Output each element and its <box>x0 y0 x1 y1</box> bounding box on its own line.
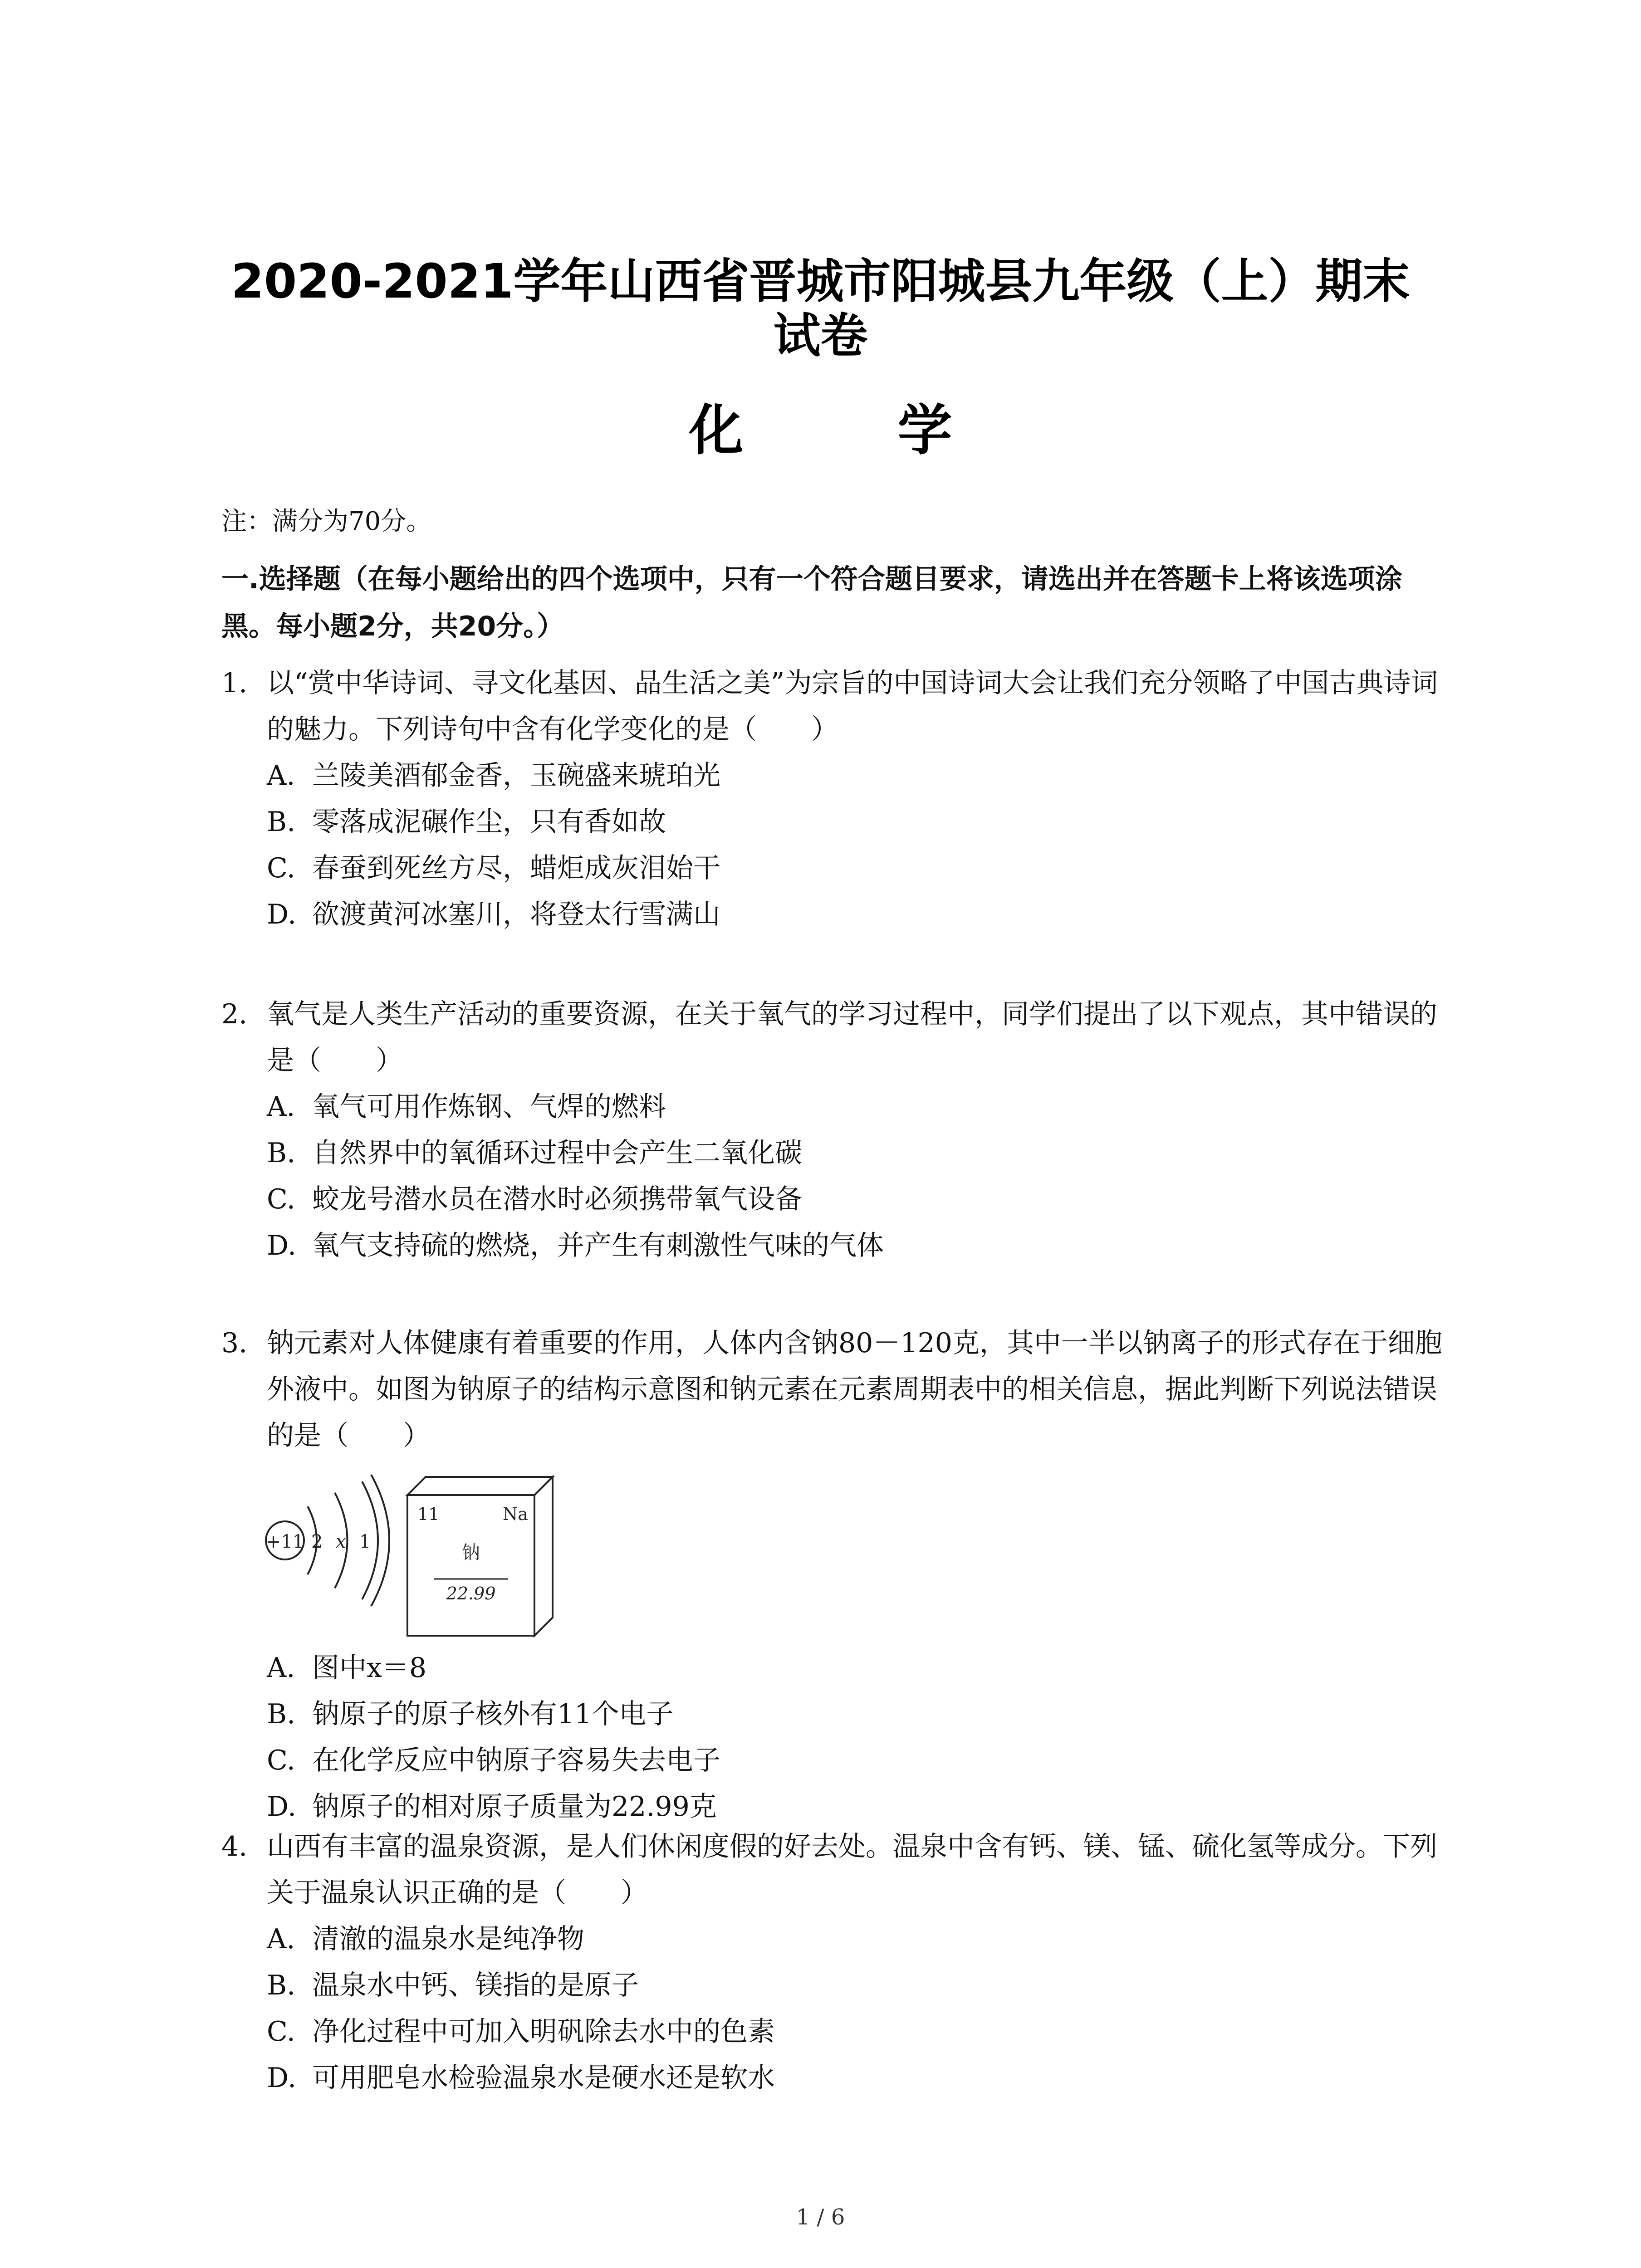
shell-2-electrons: x <box>336 1531 346 1552</box>
option-label: D. <box>267 2062 297 2094</box>
option-label: C. <box>267 1745 295 1776</box>
option-label: D. <box>267 899 297 930</box>
question-number: 2. <box>221 998 248 1030</box>
option-d[interactable] <box>221 1784 1460 1830</box>
option-text: 氧气可用作炼钢、气焊的燃料 <box>312 1091 666 1123</box>
option-label: D. <box>267 1791 297 1823</box>
element-name: 钠 <box>462 1542 480 1563</box>
shell-3-electrons: 1 <box>359 1531 371 1552</box>
option-d[interactable] <box>221 1222 1460 1269</box>
question-number: 3. <box>221 1327 248 1359</box>
option-c[interactable] <box>221 1737 1460 1784</box>
page-number: 1 / 6 <box>796 2204 845 2230</box>
option-text: 春蚕到死丝方尽，蜡炬成灰泪始干 <box>312 852 720 884</box>
atomic-mass: 22.99 <box>446 1584 496 1603</box>
option-label: A. <box>267 1923 295 1955</box>
option-label: C. <box>267 1183 295 1215</box>
option-a[interactable] <box>221 1916 1460 1962</box>
option-text: 自然界中的氧循环过程中会产生二氧化碳 <box>312 1137 802 1169</box>
option-text: 可用肥皂水检验温泉水是硬水还是软水 <box>312 2062 775 2094</box>
option-label: C. <box>267 2016 295 2048</box>
option-c[interactable] <box>221 2009 1460 2055</box>
question-stem <box>221 1823 1460 1916</box>
sodium-figure <box>258 1463 1460 1645</box>
option-text: 氧气支持硫的燃烧，并产生有刺激性气味的气体 <box>312 1230 884 1261</box>
option-c[interactable] <box>221 845 1460 891</box>
question-text: 钠元素对人体健康有着重要的作用，人体内含钠80－120克，其中一半以钠离子的形式存在于细胞外液中。如图为钠原子的结构示意图和钠元素在元素周期表中的相关信息，据此判断下列说法错误的是（ ） <box>267 1327 1442 1452</box>
periodic-table-cell <box>407 1477 553 1636</box>
option-d[interactable] <box>221 2055 1460 2101</box>
option-label: B. <box>267 806 296 838</box>
option-b[interactable] <box>221 1691 1460 1737</box>
option-text: 钠原子的相对原子质量为22.99克 <box>312 1791 717 1823</box>
option-a[interactable] <box>221 1645 1460 1691</box>
element-symbol: Na <box>503 1504 528 1524</box>
question-1 <box>221 660 1460 938</box>
option-label: A. <box>267 1652 295 1684</box>
option-text: 零落成泥碾作尘，只有香如故 <box>312 806 666 838</box>
option-label: A. <box>267 1091 295 1123</box>
section-heading: 一.选择题（在每小题给出的四个选项中，只有一个符合题目要求，请选出并在答题卡上将该选项涂黑。每小题2分，共20分。） <box>221 563 1402 642</box>
option-b[interactable] <box>221 1130 1460 1176</box>
question-stem <box>221 660 1460 753</box>
question-4 <box>221 1823 1460 2101</box>
question-number: 4. <box>221 1831 248 1862</box>
option-label: B. <box>267 1970 296 2001</box>
shell-1-electrons: 2 <box>311 1531 323 1552</box>
option-text: 兰陵美酒郁金香，玉碗盛来琥珀光 <box>312 760 720 792</box>
option-text: 图中x＝8 <box>312 1652 427 1684</box>
option-label: D. <box>267 1230 297 1261</box>
option-b[interactable] <box>221 799 1460 845</box>
nucleus-charge: +11 <box>265 1531 304 1552</box>
option-text: 钠原子的原子核外有11个电子 <box>312 1698 674 1730</box>
score-note: 注：满分为70分。 <box>221 507 432 536</box>
question-text: 山西有丰富的温泉资源，是人们休闲度假的好去处。温泉中含有钙、镁、锰、硫化氢等成分。下列关于温泉认识正确的是（ ） <box>267 1831 1437 1909</box>
exam-title-line1: 2020-2021学年山西省晋城市阳城县九年级（上）期末 <box>231 254 1410 309</box>
question-text: 以“赏中华诗词、寻文化基因、品生活之美”为宗旨的中国诗词大会让我们充分领略了中国古典诗词的魅力。下列诗句中含有化学变化的是（ ） <box>267 667 1438 745</box>
option-text: 温泉水中钙、镁指的是原子 <box>312 1970 639 2001</box>
option-label: A. <box>267 760 295 792</box>
option-text: 清澈的温泉水是纯净物 <box>312 1923 584 1955</box>
question-stem <box>221 1320 1460 1459</box>
option-label: C. <box>267 852 295 884</box>
option-label: B. <box>267 1698 296 1730</box>
question-3 <box>221 1320 1460 1830</box>
atomic-number: 11 <box>417 1504 440 1524</box>
option-b[interactable] <box>221 1962 1460 2009</box>
option-d[interactable] <box>221 891 1460 938</box>
subject-heading: 化 学 <box>689 399 1002 462</box>
question-2 <box>221 991 1460 1269</box>
option-text: 欲渡黄河冰塞川，将登太行雪满山 <box>312 899 720 930</box>
option-c[interactable] <box>221 1176 1460 1222</box>
option-text: 净化过程中可加入明矾除去水中的色素 <box>312 2016 775 2048</box>
shell-arc-4 <box>371 1475 389 1606</box>
question-text: 氧气是人类生产活动的重要资源，在关于氧气的学习过程中，同学们提出了以下观点，其中错误的是（ ） <box>267 998 1437 1076</box>
exam-title-line2: 试卷 <box>773 308 868 363</box>
option-a[interactable] <box>221 1084 1460 1130</box>
option-text: 蛟龙号潜水员在潜水时必须携带氧气设备 <box>312 1183 802 1215</box>
question-number: 1. <box>221 667 248 699</box>
option-a[interactable] <box>221 753 1460 799</box>
option-label: B. <box>267 1137 296 1169</box>
question-stem <box>221 991 1460 1084</box>
option-text: 在化学反应中钠原子容易失去电子 <box>312 1745 720 1776</box>
sodium-atom-diagram <box>258 1463 666 1645</box>
